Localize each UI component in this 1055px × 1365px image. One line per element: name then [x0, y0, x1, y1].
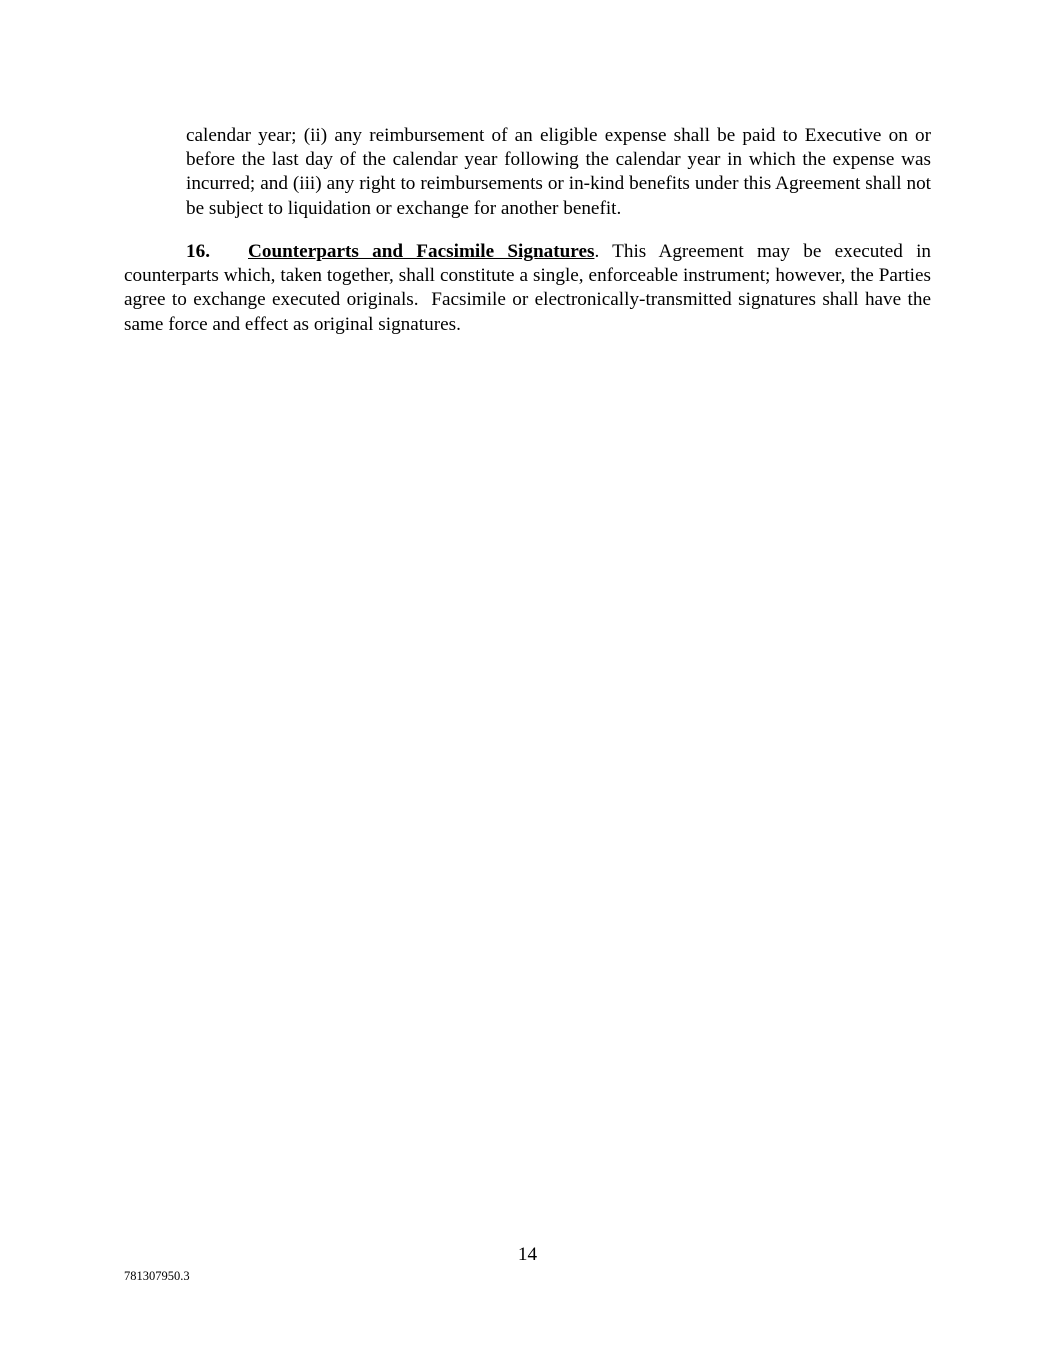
document-id: 781307950.3: [124, 1269, 190, 1283]
section-heading: Counterparts and Facsimile Signatures: [248, 241, 595, 262]
section-16-paragraph: [124, 240, 936, 337]
section-body: This Agreement may be executed in counterparts which, taken together, shall constitute a single, enforceable instrument; however, the Parties agree to exchange executed originals. Facsimile or electronically-transmitted signatures shall have the same force and effect as original signatures.: [124, 241, 936, 335]
page-number: 14: [517, 1244, 538, 1265]
continuation-paragraph: calendar year; (ii) any reimbursement of an eligible expense shall be paid to Executive on or before the last day of the calendar year following the calendar year in which the expense was incurred; and (iii) any right to reimbursements or in-kind benefits under this Agreement shall not be subject to liquidation or exchange for another benefit.: [186, 125, 931, 219]
section-heading-punctuation: .: [594, 241, 600, 262]
section-number: 16.: [186, 241, 210, 262]
